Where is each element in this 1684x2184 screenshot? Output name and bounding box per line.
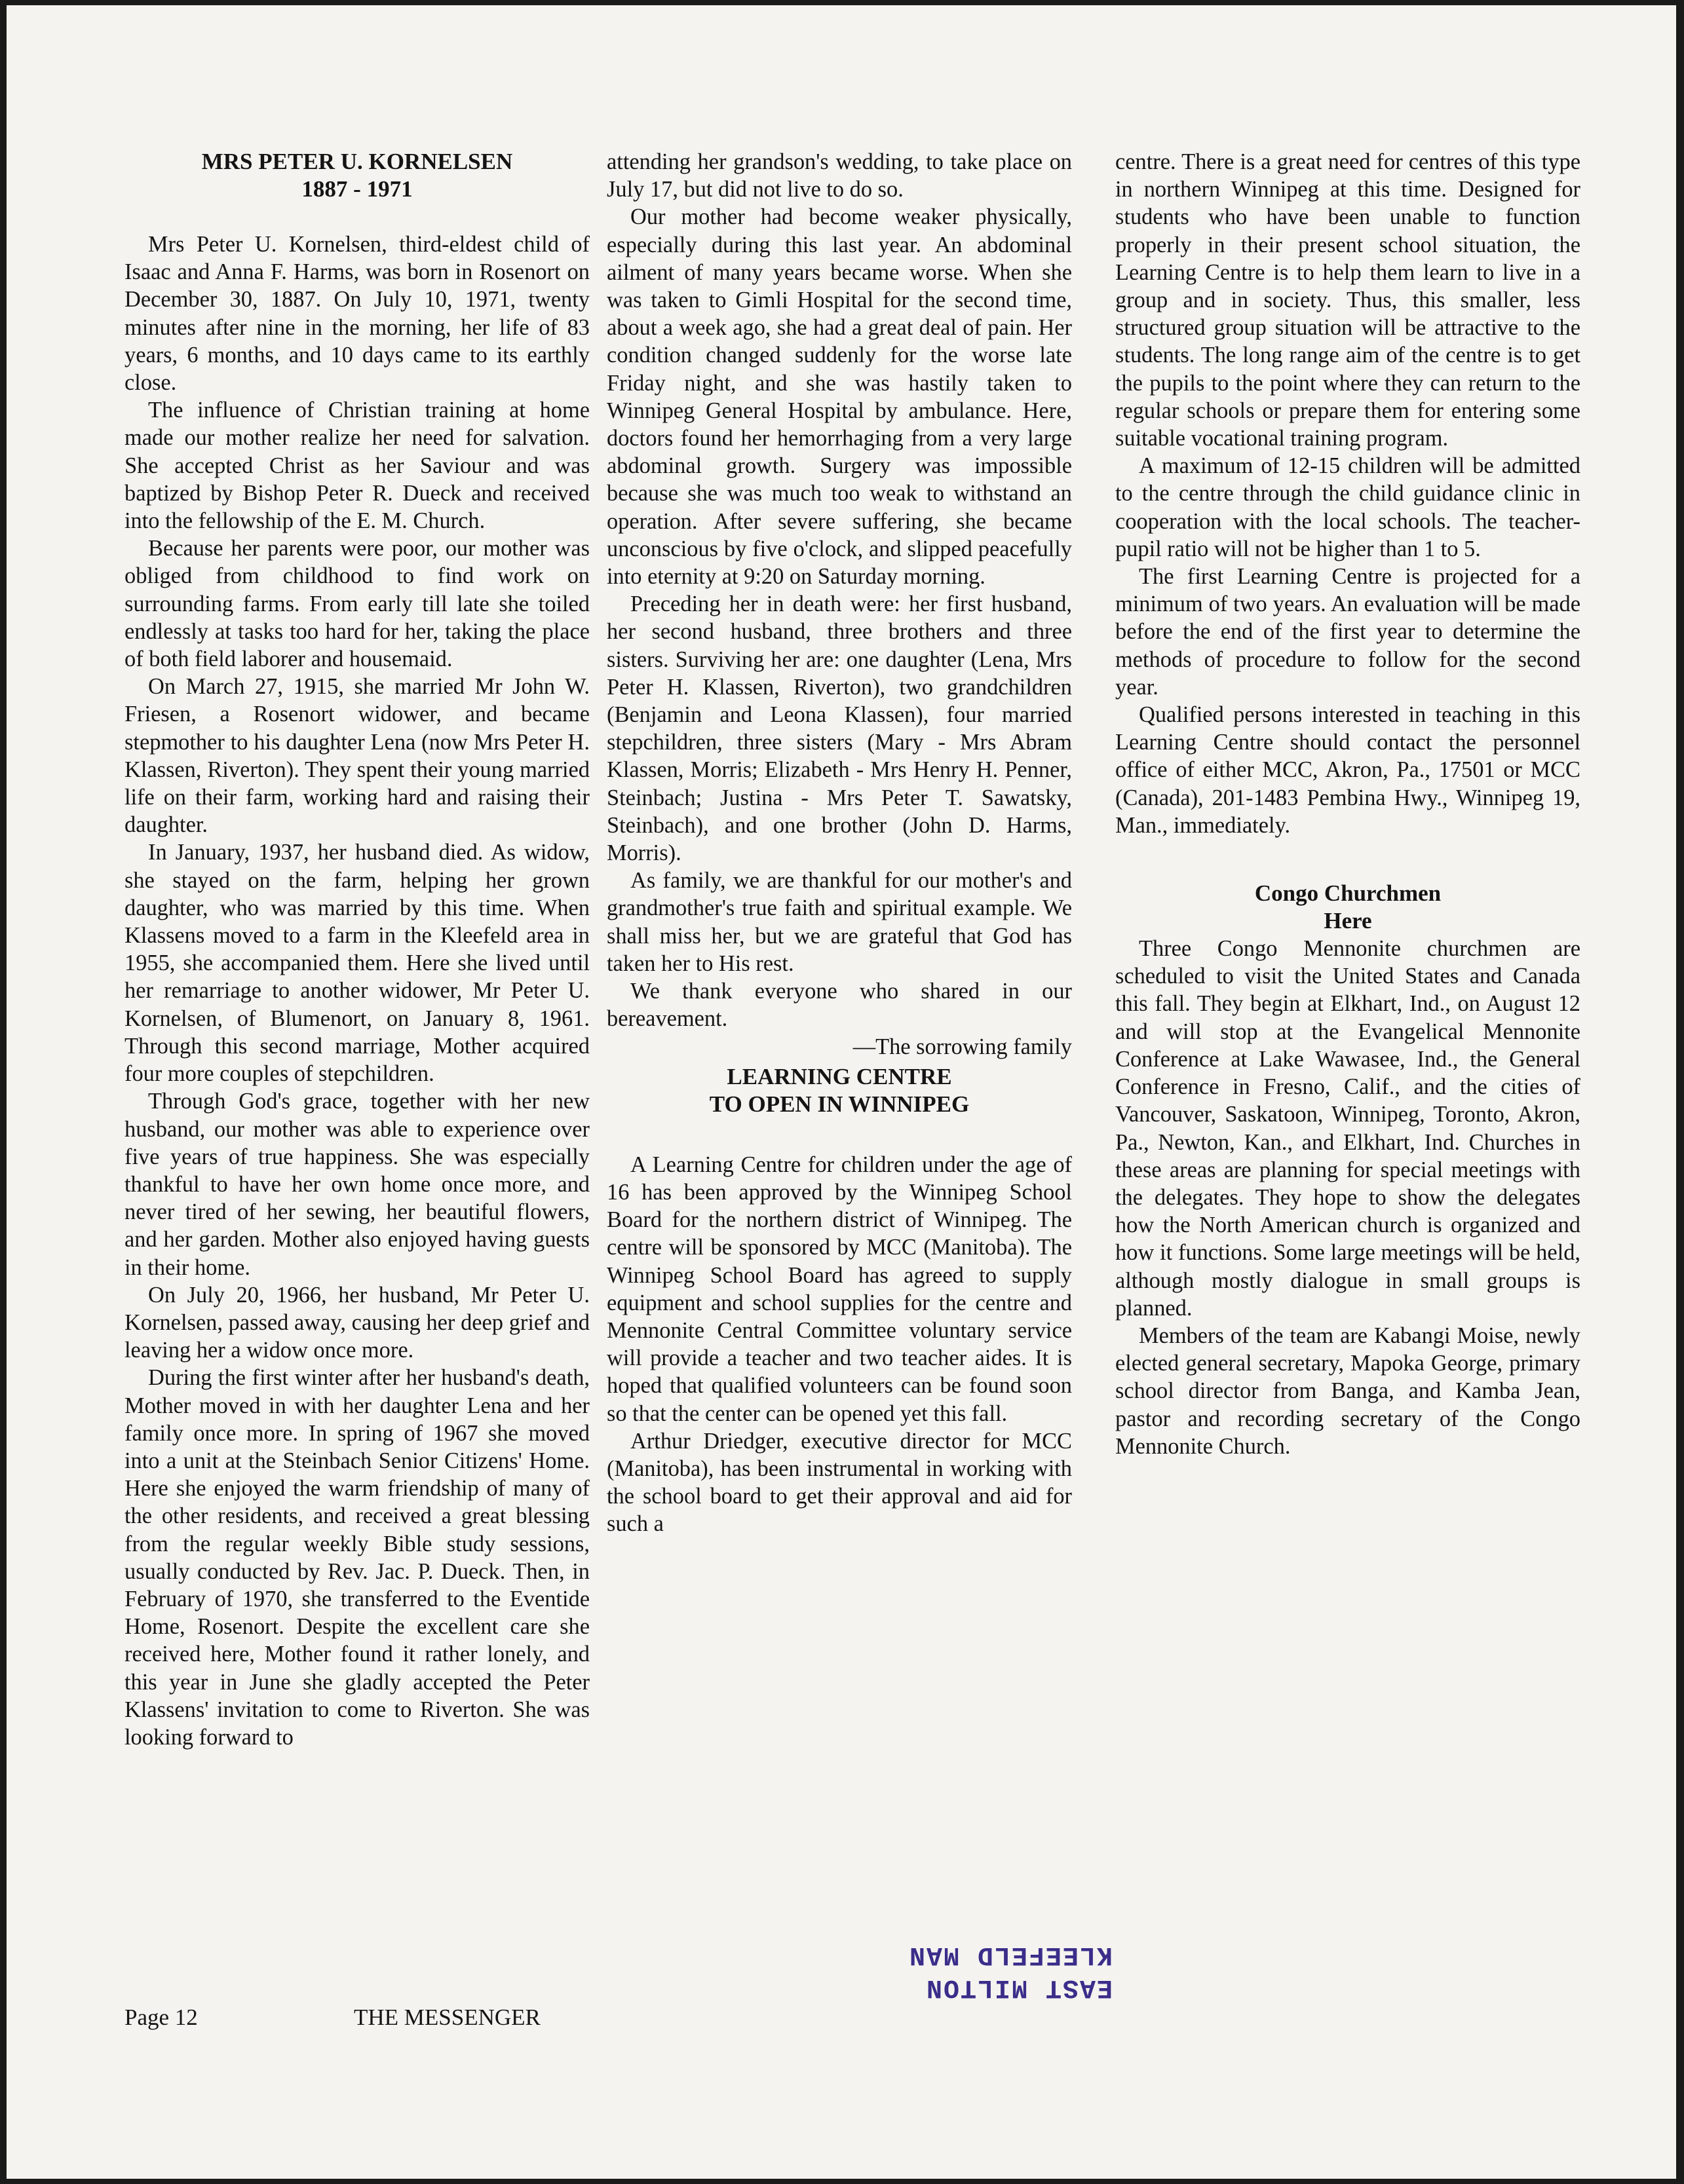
paragraph: Three Congo Mennonite churchmen are scheduled to visit the United States and Canada this fall. They begin at Elkhart, Ind., on August 12 and will stop at the Evangelical Mennonite Conference at Lake Wawasee, Ind., the General Conference in Fresno, Calif., and the cities of Vancouver, Saskatoon, Winnipeg, Toronto, Akron, Pa., Newton, Kan., and Elkhart, Ind. Churches in these areas are planning for special meetings with the delegates. They hope to show the delegates how the North American church is organized and how it functions. Some large meetings will be held, although mostly dialogue in small groups is planned. — [1115, 936, 1580, 1321]
article-title — [124, 148, 590, 203]
paragraph: Through God's grace, together with her new husband, our mother was able to experience over five years of true happiness. She was especially thankful to have her own home once more, and never tired of her sewing, her beautiful flowers, and her garden. Mother also enjoyed having guests in their home. — [124, 1089, 590, 1280]
paragraph: Because her parents were poor, our mother was obliged from childhood to find work on surrounding farms. From early till late she toiled endlessly at tasks too hard for her, taking the place of both field laborer and housemaid. — [124, 536, 590, 672]
paragraph: The influence of Christian training at home made our mother realize her need for salvation. She accepted Christ as her Saviour and was baptized by Bishop Peter R. Dueck and received into the fellowship of the E. M. Church. — [124, 398, 590, 534]
paragraph: A Learning Centre for children under the age of 16 has been approved by the Winnipeg School Board for the northern district of Winnipeg. The centre will be sponsored by MCC (Manitoba). The Winnipeg School Board has agreed to supply equipment and school supplies for the centre and Mennonite Central Committee voluntary service will provide a teacher and two teacher aides. It is hoped that qualified volunteers can be found soon so that the center can be opened yet this fall. — [607, 1152, 1072, 1426]
column-3 — [1115, 148, 1580, 1460]
stamp-line: EAST MILTON — [925, 1972, 1113, 2002]
paragraph: Mrs Peter U. Kornelsen, third-eldest child of Isaac and Anna F. Harms, was born in Rosenort on December 30, 1887. On July 10, 1971, twenty minutes after nine in the morning, her life of 83 years, 6 months, and 10 days came to its earthly close. — [124, 232, 590, 396]
paragraph: In January, 1937, her husband died. As widow, she stayed on the farm, helping her grown daughter, who was married by this time. When Klassens moved to a farm in the Kleefeld area in 1955, she accompanied them. Here she lived until her remarriage to another widower, Mr Peter U. Kornelsen, of Blumenort, on January 8, 1961. Through this second marriage, Mother acquired four more couples of stepchildren. — [124, 840, 590, 1087]
paragraph: A maximum of 12-15 children will be admitted to the centre through the child guidance clinic in cooperation with the local schools. The teacher-pupil ratio will not be higher than 1 to 5. — [1115, 453, 1580, 561]
paragraph: On March 27, 1915, she married Mr John W. Friesen, a Rosenort widower, and became stepmother to his daughter Lena (now Mrs Peter H. Klassen, Riverton). They spent their young married life on their farm, working hard and raising their daughter. — [124, 674, 590, 838]
address-stamp — [877, 1938, 1113, 2003]
column-2 — [607, 148, 1072, 1538]
title-line: LEARNING CENTRE — [727, 1063, 952, 1089]
title-line: Here — [1324, 908, 1372, 934]
title-line: TO OPEN IN WINNIPEG — [709, 1091, 970, 1117]
article-title — [607, 1063, 1072, 1118]
obituary-name: MRS PETER U. KORNELSEN — [201, 149, 513, 174]
article-title — [1115, 880, 1580, 935]
page — [7, 5, 1676, 2179]
paragraph: centre. There is a great need for centres of this type in northern Winnipeg at this time. Designed for students who have been unable to function properly in their present school situation, the Learning Centre is to help them learn to live in a group and in society. Thus, this smaller, less structured group situation will be attractive to the students. The long range aim of the centre is to get the pupils to the point where they can return to the regular schools or prepare them for entering some suitable vocational training program. — [1115, 149, 1580, 451]
paragraph: attending her grandson's wedding, to take place on July 17, but did not live to do so. — [607, 149, 1072, 202]
paragraph: We thank everyone who shared in our bereavement. — [607, 979, 1072, 1032]
title-line: Congo Churchmen — [1254, 880, 1442, 907]
stamp-line: KLEEFELD MAN — [908, 1940, 1113, 1969]
paragraph: Our mother had become weaker physically, especially during this last year. An abdominal ailment of many years became worse. When she was taken to Gimli Hospital for the second time, about a week ago, she had a great deal of pain. Her condition changed suddenly for the worse late Friday night, and she was hastily taken to Winnipeg General Hospital by ambulance. Here, doctors found her hemorrhaging from a very large abdominal growth. Surgery was impossible because she was much too weak to withstand an operation. After severe suffering, she became unconscious by five o'clock, and slipped peacefully into eternity at 9:20 on Saturday morning. — [607, 204, 1072, 590]
paragraph: During the first winter after her husband's death, Mother moved in with her daughter Lena and her family once more. In spring of 1967 she moved into a unit at the Steinbach Senior Citizens' Home. Here she enjoyed the warm friendship of many of the other residents, and received a great blessing from the regular weekly Bible study sessions, usually conducted by Rev. Jac. P. Dueck. Then, in February of 1970, she transferred to the Eventide Home, Rosenort. Despite the excellent care she received here, Mother found it rather lonely, and this year in June she gladly accepted the Peter Klassens' invitation to come to Riverton. She was looking forward to — [124, 1365, 590, 1750]
page-number: Page 12 — [124, 2005, 198, 2030]
paragraph: Preceding her in death were: her first husband, her second husband, three brothers and three sisters. Surviving her are: one daughter (Lena, Mrs Peter H. Klassen, Riverton), two grandchildren (Benjamin and Leona Klassen), four married stepchildren, three sisters (Mary - Mrs Abram Klassen, Morris; Elizabeth - Mrs Henry H. Penner, Steinbach; Justina - Mrs Peter T. Sawatsky, Steinbach), and one brother (John D. Harms, Morris). — [607, 592, 1072, 866]
paragraph: As family, we are thankful for our mother's and grandmother's true faith and spiritual example. We shall miss her, but we are grateful that God has taken her to His rest. — [607, 868, 1072, 976]
obituary-dates: 1887 - 1971 — [301, 176, 413, 202]
publication-name: THE MESSENGER — [354, 2005, 541, 2030]
paragraph: Arthur Driedger, executive director for MCC (Manitoba), has been instrumental in working with the school board to get their approval and aid for such a — [607, 1428, 1072, 1537]
paragraph: On July 20, 1966, her husband, Mr Peter U. Kornelsen, passed away, causing her deep grief and leaving her a widow once more. — [124, 1282, 590, 1363]
signature: —The sorrowing family — [852, 1034, 1072, 1059]
paragraph: Qualified persons interested in teaching in this Learning Centre should contact the personnel office of either MCC, Akron, Pa., 17501 or MCC (Canada), 201-1483 Pembina Hwy., Winnipeg 19, Man., immediately. — [1115, 702, 1580, 838]
paragraph: Members of the team are Kabangi Moise, newly elected general secretary, Mapoka George, primary school director from Banga, and Kamba Jean, pastor and recording secretary of the Congo Mennonite Church. — [1115, 1323, 1580, 1459]
paragraph: The first Learning Centre is projected for a minimum of two years. An evaluation will be made before the end of the first year to determine the methods of procedure to follow for the second year. — [1115, 564, 1580, 700]
column-1 — [124, 148, 590, 1751]
